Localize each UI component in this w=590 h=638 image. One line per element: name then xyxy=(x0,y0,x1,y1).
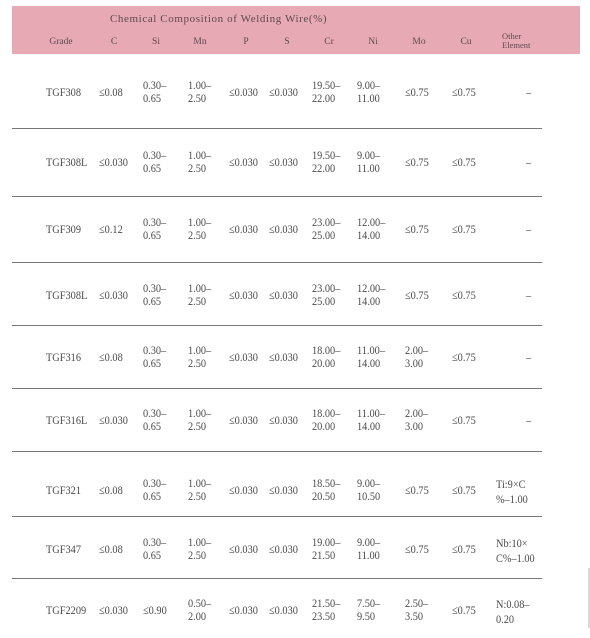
cell-si xyxy=(143,282,166,308)
cell-c: ≤0.08 xyxy=(99,85,123,99)
cell-ni-line2: 11.00 xyxy=(357,91,380,105)
cell-si-line2: 0.65 xyxy=(143,161,162,175)
cell-other-line1: Ti:9×C xyxy=(496,477,526,491)
cell-mo: ≤0.75 xyxy=(405,288,429,302)
cell-si-line1: 0.30– xyxy=(143,148,167,162)
cell-si: ≤0.90 xyxy=(143,603,167,617)
cell-mn xyxy=(188,344,211,370)
row-divider xyxy=(12,516,542,517)
header-mo: Mo xyxy=(412,37,426,47)
cell-other-line1: Nb:10× xyxy=(496,536,528,550)
row-divider xyxy=(12,325,542,326)
cell-other: – xyxy=(526,155,532,169)
cell-p: ≤0.030 xyxy=(229,155,258,169)
row-divider xyxy=(12,388,542,389)
cell-cr-line2: 20.50 xyxy=(312,489,336,503)
cell-p: ≤0.030 xyxy=(229,222,258,236)
cell-cu: ≤0.75 xyxy=(452,542,476,556)
cell-ni xyxy=(357,282,385,308)
cell-mn-line2: 2.50 xyxy=(188,489,207,503)
cell-si xyxy=(143,477,166,503)
cell-ni xyxy=(357,597,380,623)
cell-s: ≤0.030 xyxy=(269,603,298,617)
cell-cu: ≤0.75 xyxy=(452,155,476,169)
header-c: C xyxy=(110,37,118,47)
cell-cr-line1: 21.50– xyxy=(312,596,341,610)
cell-mn-line2: 2.50 xyxy=(188,419,207,433)
cell-ni-line1: 9.00– xyxy=(357,148,381,162)
cell-cr xyxy=(312,477,340,503)
cell-mn-line2: 2.50 xyxy=(188,356,207,370)
cell-s: ≤0.030 xyxy=(269,222,298,236)
cell-si xyxy=(143,216,166,242)
cell-mo-line2: 3.50 xyxy=(405,609,424,623)
cell-mn xyxy=(188,477,211,503)
header-other-element xyxy=(502,32,542,50)
cell-mn-line2: 2.00 xyxy=(188,609,207,623)
cell-si xyxy=(143,536,166,562)
cell-s: ≤0.030 xyxy=(269,483,298,497)
cell-si-line1: 0.30– xyxy=(143,476,167,490)
cell-other: – xyxy=(526,85,532,99)
cell-p: ≤0.030 xyxy=(229,603,258,617)
cell-cr xyxy=(312,536,340,562)
cell-s: ≤0.030 xyxy=(269,413,298,427)
cell-si-line1: 0.30– xyxy=(143,406,167,420)
cell-other xyxy=(496,477,528,507)
cell-grade: TGF347 xyxy=(46,542,81,556)
cell-c: ≤0.08 xyxy=(99,542,123,556)
cell-mn-line1: 1.00– xyxy=(188,215,212,229)
cell-mo: ≤0.75 xyxy=(405,85,429,99)
cell-grade: TGF308L xyxy=(46,155,88,169)
cell-ni-line2: 10.50 xyxy=(357,489,381,503)
cell-other-line1: N:0.08– xyxy=(496,597,530,611)
cell-mn xyxy=(188,149,211,175)
cell-grade: TGF321 xyxy=(46,483,81,497)
header-s: S xyxy=(284,37,290,47)
cell-si xyxy=(143,344,166,370)
cell-mo-line1: 2.00– xyxy=(405,406,429,420)
header-cr: Cr xyxy=(324,37,334,47)
cell-cr-line2: 20.00 xyxy=(312,419,336,433)
cell-cr-line1: 18.00– xyxy=(312,343,341,357)
cell-mo-line2: 3.00 xyxy=(405,356,424,370)
cell-mn-line2: 2.50 xyxy=(188,161,207,175)
cell-cr xyxy=(312,597,340,623)
row-divider xyxy=(12,196,542,197)
cell-c: ≤0.030 xyxy=(99,288,128,302)
cell-mn-line2: 2.50 xyxy=(188,228,207,242)
cell-cr-line2: 22.00 xyxy=(312,161,336,175)
cell-cu: ≤0.75 xyxy=(452,483,476,497)
cell-p: ≤0.030 xyxy=(229,542,258,556)
cell-si xyxy=(143,407,166,433)
cell-ni xyxy=(357,149,380,175)
cell-other: – xyxy=(526,222,532,236)
cell-other xyxy=(496,536,535,566)
cell-mn-line2: 2.50 xyxy=(188,91,207,105)
cell-grade: TGF308 xyxy=(46,85,81,99)
cell-other: – xyxy=(526,413,532,427)
cell-s: ≤0.030 xyxy=(269,350,298,364)
cell-cr xyxy=(312,344,340,370)
cell-other-line2: %–1.00 xyxy=(496,492,528,506)
cell-ni-line1: 11.00– xyxy=(357,343,386,357)
cell-ni xyxy=(357,344,385,370)
cell-mo: ≤0.75 xyxy=(405,483,429,497)
cell-c: ≤0.030 xyxy=(99,155,128,169)
cell-c: ≤0.12 xyxy=(99,222,123,236)
cell-ni-line1: 12.00– xyxy=(357,215,386,229)
header-mn: Mn xyxy=(193,37,207,47)
cell-s: ≤0.030 xyxy=(269,542,298,556)
cell-cr-line2: 25.00 xyxy=(312,294,336,308)
cell-cr-line1: 19.50– xyxy=(312,148,341,162)
header-cu: Cu xyxy=(460,37,472,47)
cell-mn-line1: 1.00– xyxy=(188,281,212,295)
cell-mn-line2: 2.50 xyxy=(188,548,207,562)
cell-cu: ≤0.75 xyxy=(452,222,476,236)
cell-p: ≤0.030 xyxy=(229,483,258,497)
cell-cr-line2: 21.50 xyxy=(312,548,336,562)
row-divider xyxy=(12,262,542,263)
cell-cu: ≤0.75 xyxy=(452,85,476,99)
cell-cu: ≤0.75 xyxy=(452,603,476,617)
cell-si-line1: 0.30– xyxy=(143,343,167,357)
cell-ni xyxy=(357,216,385,242)
cell-mo: ≤0.75 xyxy=(405,155,429,169)
cell-si-line2: 0.65 xyxy=(143,294,162,308)
cell-c: ≤0.030 xyxy=(99,603,128,617)
cell-mo xyxy=(405,597,428,623)
cell-cr-line2: 22.00 xyxy=(312,91,336,105)
row-divider xyxy=(12,128,542,129)
cell-si-line2: 0.65 xyxy=(143,548,162,562)
cell-cr xyxy=(312,216,340,242)
cell-cr xyxy=(312,407,340,433)
cell-cr-line1: 18.00– xyxy=(312,406,341,420)
cell-ni xyxy=(357,536,380,562)
cell-mn xyxy=(188,79,211,105)
cell-mn-line1: 1.00– xyxy=(188,343,212,357)
cell-cr-line1: 23.00– xyxy=(312,281,341,295)
cell-ni-line2: 14.00 xyxy=(357,356,381,370)
cell-other: – xyxy=(526,350,532,364)
cell-mn-line1: 0.50– xyxy=(188,596,212,610)
cell-p: ≤0.030 xyxy=(229,288,258,302)
cell-grade: TGF309 xyxy=(46,222,81,236)
row-divider xyxy=(12,451,542,452)
cell-ni-line2: 14.00 xyxy=(357,294,381,308)
cell-mn xyxy=(188,282,211,308)
cell-p: ≤0.030 xyxy=(229,350,258,364)
cell-other-line2: 0.20 xyxy=(496,612,515,626)
cell-ni-line1: 9.00– xyxy=(357,78,381,92)
cell-mn xyxy=(188,407,211,433)
cell-mo xyxy=(405,344,428,370)
cell-ni-line1: 11.00– xyxy=(357,406,386,420)
cell-ni-line1: 9.00– xyxy=(357,476,381,490)
header-other-line1: Other xyxy=(502,31,522,41)
cell-grade: TGF2209 xyxy=(46,603,87,617)
cell-other xyxy=(496,597,530,627)
cell-si-line1: 0.30– xyxy=(143,535,167,549)
cell-cr-line1: 19.00– xyxy=(312,535,341,549)
cell-cu: ≤0.75 xyxy=(452,288,476,302)
header-si: Si xyxy=(152,37,160,47)
cell-c: ≤0.030 xyxy=(99,413,128,427)
cell-mn-line2: 2.50 xyxy=(188,294,207,308)
header-grade: Grade xyxy=(49,37,73,47)
cell-mn-line1: 1.00– xyxy=(188,406,212,420)
cell-ni xyxy=(357,79,380,105)
cell-mn-line1: 1.00– xyxy=(188,476,212,490)
cell-cr xyxy=(312,149,340,175)
cell-cr-line1: 18.50– xyxy=(312,476,341,490)
cell-mo xyxy=(405,407,428,433)
cell-c: ≤0.08 xyxy=(99,483,123,497)
cell-mn-line1: 1.00– xyxy=(188,148,212,162)
cell-cr xyxy=(312,282,340,308)
cell-mn xyxy=(188,216,211,242)
cell-grade: TGF316 xyxy=(46,350,81,364)
cell-mo-line1: 2.00– xyxy=(405,343,429,357)
row-divider xyxy=(12,578,542,579)
cell-si-line1: 0.30– xyxy=(143,78,167,92)
cell-mn xyxy=(188,536,211,562)
cell-cr-line2: 25.00 xyxy=(312,228,336,242)
cell-si xyxy=(143,149,166,175)
cell-ni-line2: 9.50 xyxy=(357,609,376,623)
cell-p: ≤0.030 xyxy=(229,85,258,99)
cell-mo: ≤0.75 xyxy=(405,222,429,236)
cell-si-line1: 0.30– xyxy=(143,281,167,295)
cell-ni xyxy=(357,477,380,503)
cell-c: ≤0.08 xyxy=(99,350,123,364)
header-ni: Ni xyxy=(368,37,378,47)
cell-cr-line1: 19.50– xyxy=(312,78,341,92)
cell-grade: TGF308L xyxy=(46,288,88,302)
cell-ni-line1: 7.50– xyxy=(357,596,381,610)
cell-cr xyxy=(312,79,340,105)
cell-ni-line2: 14.00 xyxy=(357,228,381,242)
cell-si-line2: 0.65 xyxy=(143,419,162,433)
cell-si-line1: 0.30– xyxy=(143,215,167,229)
cell-cr-line1: 23.00– xyxy=(312,215,341,229)
cell-ni-line2: 11.00 xyxy=(357,161,380,175)
cell-ni-line1: 9.00– xyxy=(357,535,381,549)
cell-mo-line2: 3.00 xyxy=(405,419,424,433)
header-other-line2: Element xyxy=(502,40,531,50)
cell-mo-line1: 2.50– xyxy=(405,596,429,610)
cell-p: ≤0.030 xyxy=(229,413,258,427)
cell-si xyxy=(143,79,166,105)
cell-mo: ≤0.75 xyxy=(405,542,429,556)
cell-s: ≤0.030 xyxy=(269,85,298,99)
cell-cr-line2: 20.00 xyxy=(312,356,336,370)
cell-mn-line1: 1.00– xyxy=(188,78,212,92)
cell-ni-line1: 12.00– xyxy=(357,281,386,295)
cell-other: – xyxy=(526,288,532,302)
cell-cr-line2: 23.50 xyxy=(312,609,336,623)
cell-si-line2: 0.65 xyxy=(143,356,162,370)
cell-s: ≤0.030 xyxy=(269,288,298,302)
cell-mn-line1: 1.00– xyxy=(188,535,212,549)
cell-grade: TGF316L xyxy=(46,413,88,427)
cell-si-line2: 0.65 xyxy=(143,91,162,105)
cell-mn xyxy=(188,597,211,623)
cell-si-line2: 0.65 xyxy=(143,489,162,503)
cell-cu: ≤0.75 xyxy=(452,413,476,427)
cell-ni xyxy=(357,407,385,433)
cell-ni-line2: 14.00 xyxy=(357,419,381,433)
cell-cu: ≤0.75 xyxy=(452,350,476,364)
cell-si-line2: 0.65 xyxy=(143,228,162,242)
header-p: P xyxy=(243,37,249,47)
cell-s: ≤0.030 xyxy=(269,155,298,169)
cell-ni-line2: 11.00 xyxy=(357,548,380,562)
table-title: Chemical Composition of Welding Wire(%) xyxy=(110,13,328,25)
table-header xyxy=(12,6,580,54)
cell-other-line2: C%–1.00 xyxy=(496,551,535,565)
